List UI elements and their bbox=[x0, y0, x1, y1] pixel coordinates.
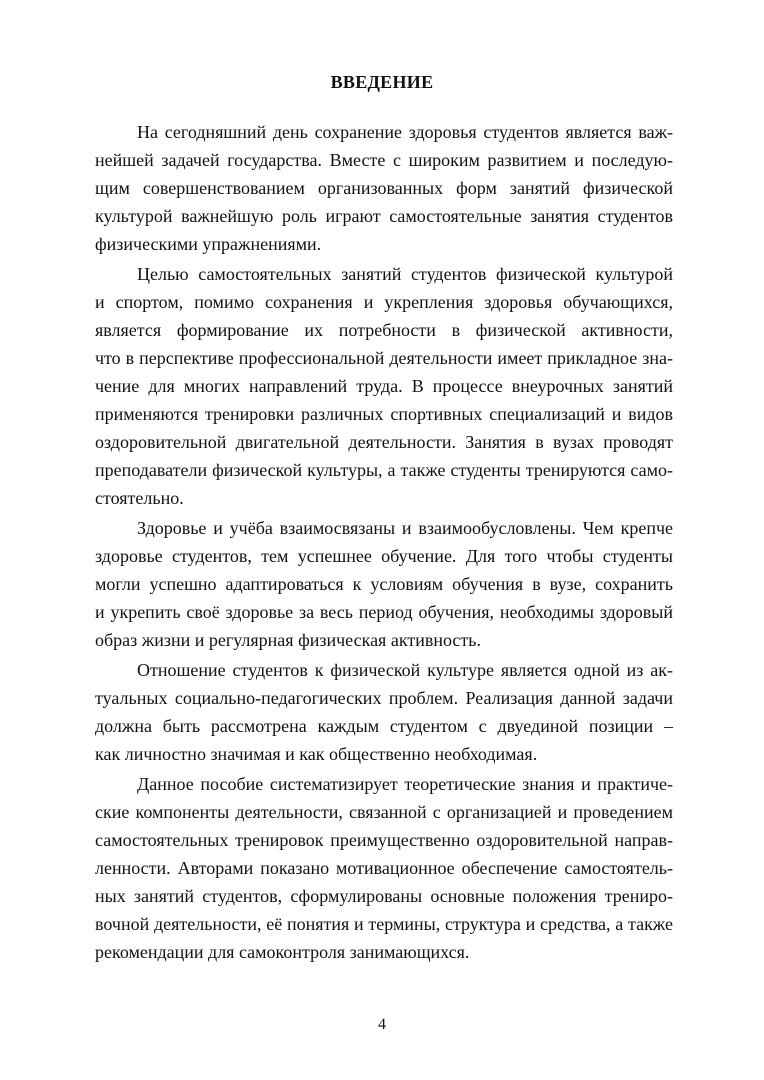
page-title: ВВЕДЕНИЕ bbox=[330, 72, 434, 92]
text-line: как личностно значимая и как общественно необходимая. bbox=[95, 744, 538, 764]
text-line: что в перспективе профессиональной деятельности имеет прикладное зна- bbox=[95, 348, 673, 368]
text-line: вочной деятельности, её понятия и термины, структура и средства, а также bbox=[95, 914, 673, 934]
paragraph bbox=[95, 770, 673, 966]
text-line: культурой важнейшую роль играют самостоятельные занятия студентов bbox=[95, 206, 673, 226]
text-line: Отношение студентов к физической культуре является одной из ак- bbox=[137, 660, 673, 680]
text-line: ленности. Авторами показано мотивационное обеспечение самостоятель- bbox=[95, 858, 673, 878]
text-line: применяются тренировки различных спортивных специализаций и видов bbox=[95, 404, 673, 424]
text-line: щим совершенствованием организованных форм занятий физической bbox=[95, 178, 673, 198]
text-line: самостоятельных тренировок преимущественно оздоровительной направ- bbox=[95, 830, 673, 850]
text-line: ские компоненты деятельности, связанной с организацией и проведением bbox=[95, 802, 673, 822]
text-line: физическими упражнениями. bbox=[95, 234, 322, 254]
text-line: должна быть рассмотрена каждым студентом с двуединой позиции – bbox=[95, 716, 673, 736]
body-text bbox=[95, 118, 673, 966]
text-line: оздоровительной двигательной деятельности. Занятия в вузах проводят bbox=[95, 432, 673, 452]
text-line: На сегодняшний день сохранение здоровья студентов является важ- bbox=[137, 122, 673, 142]
page-number: 4 bbox=[378, 1016, 386, 1033]
text-line: и укрепить своё здоровье за весь период обучения, необходимы здоровый bbox=[95, 602, 673, 622]
text-line: образ жизни и регулярная физическая активность. bbox=[95, 630, 481, 650]
text-line: чение для многих направлений труда. В процессе внеурочных занятий bbox=[95, 376, 673, 396]
text-line: Данное пособие систематизирует теоретические знания и практиче- bbox=[137, 774, 673, 794]
text-line: стоятельно. bbox=[95, 488, 184, 508]
paragraph bbox=[95, 118, 673, 258]
text-line: нейшей задачей государства. Вместе с широким развитием и последую- bbox=[95, 150, 673, 170]
text-line: является формирование их потребности в физической активности, bbox=[95, 320, 673, 340]
text-line: туальных социально-педагогических проблем. Реализация данной задачи bbox=[95, 688, 673, 708]
text-line: рекомендации для самоконтроля занимающихся. bbox=[95, 942, 470, 962]
text-line: ных занятий студентов, сформулированы основные положения трениро- bbox=[95, 886, 673, 906]
text-line: преподаватели физической культуры, а также студенты тренируются само- bbox=[95, 460, 673, 480]
paragraph bbox=[95, 656, 673, 768]
text-line: могли успешно адаптироваться к условиям обучения в вузе, сохранить bbox=[95, 574, 673, 594]
text-line: Здоровье и учёба взаимосвязаны и взаимообусловлены. Чем крепче bbox=[137, 518, 673, 538]
text-line: Целью самостоятельных занятий студентов физической культурой bbox=[137, 264, 673, 284]
paragraph bbox=[95, 260, 673, 512]
paragraph bbox=[95, 514, 673, 654]
text-line: и спортом, помимо сохранения и укрепления здоровья обучающихся, bbox=[95, 292, 673, 312]
text-line: здоровье студентов, тем успешнее обучение. Для того чтобы студенты bbox=[95, 546, 673, 566]
